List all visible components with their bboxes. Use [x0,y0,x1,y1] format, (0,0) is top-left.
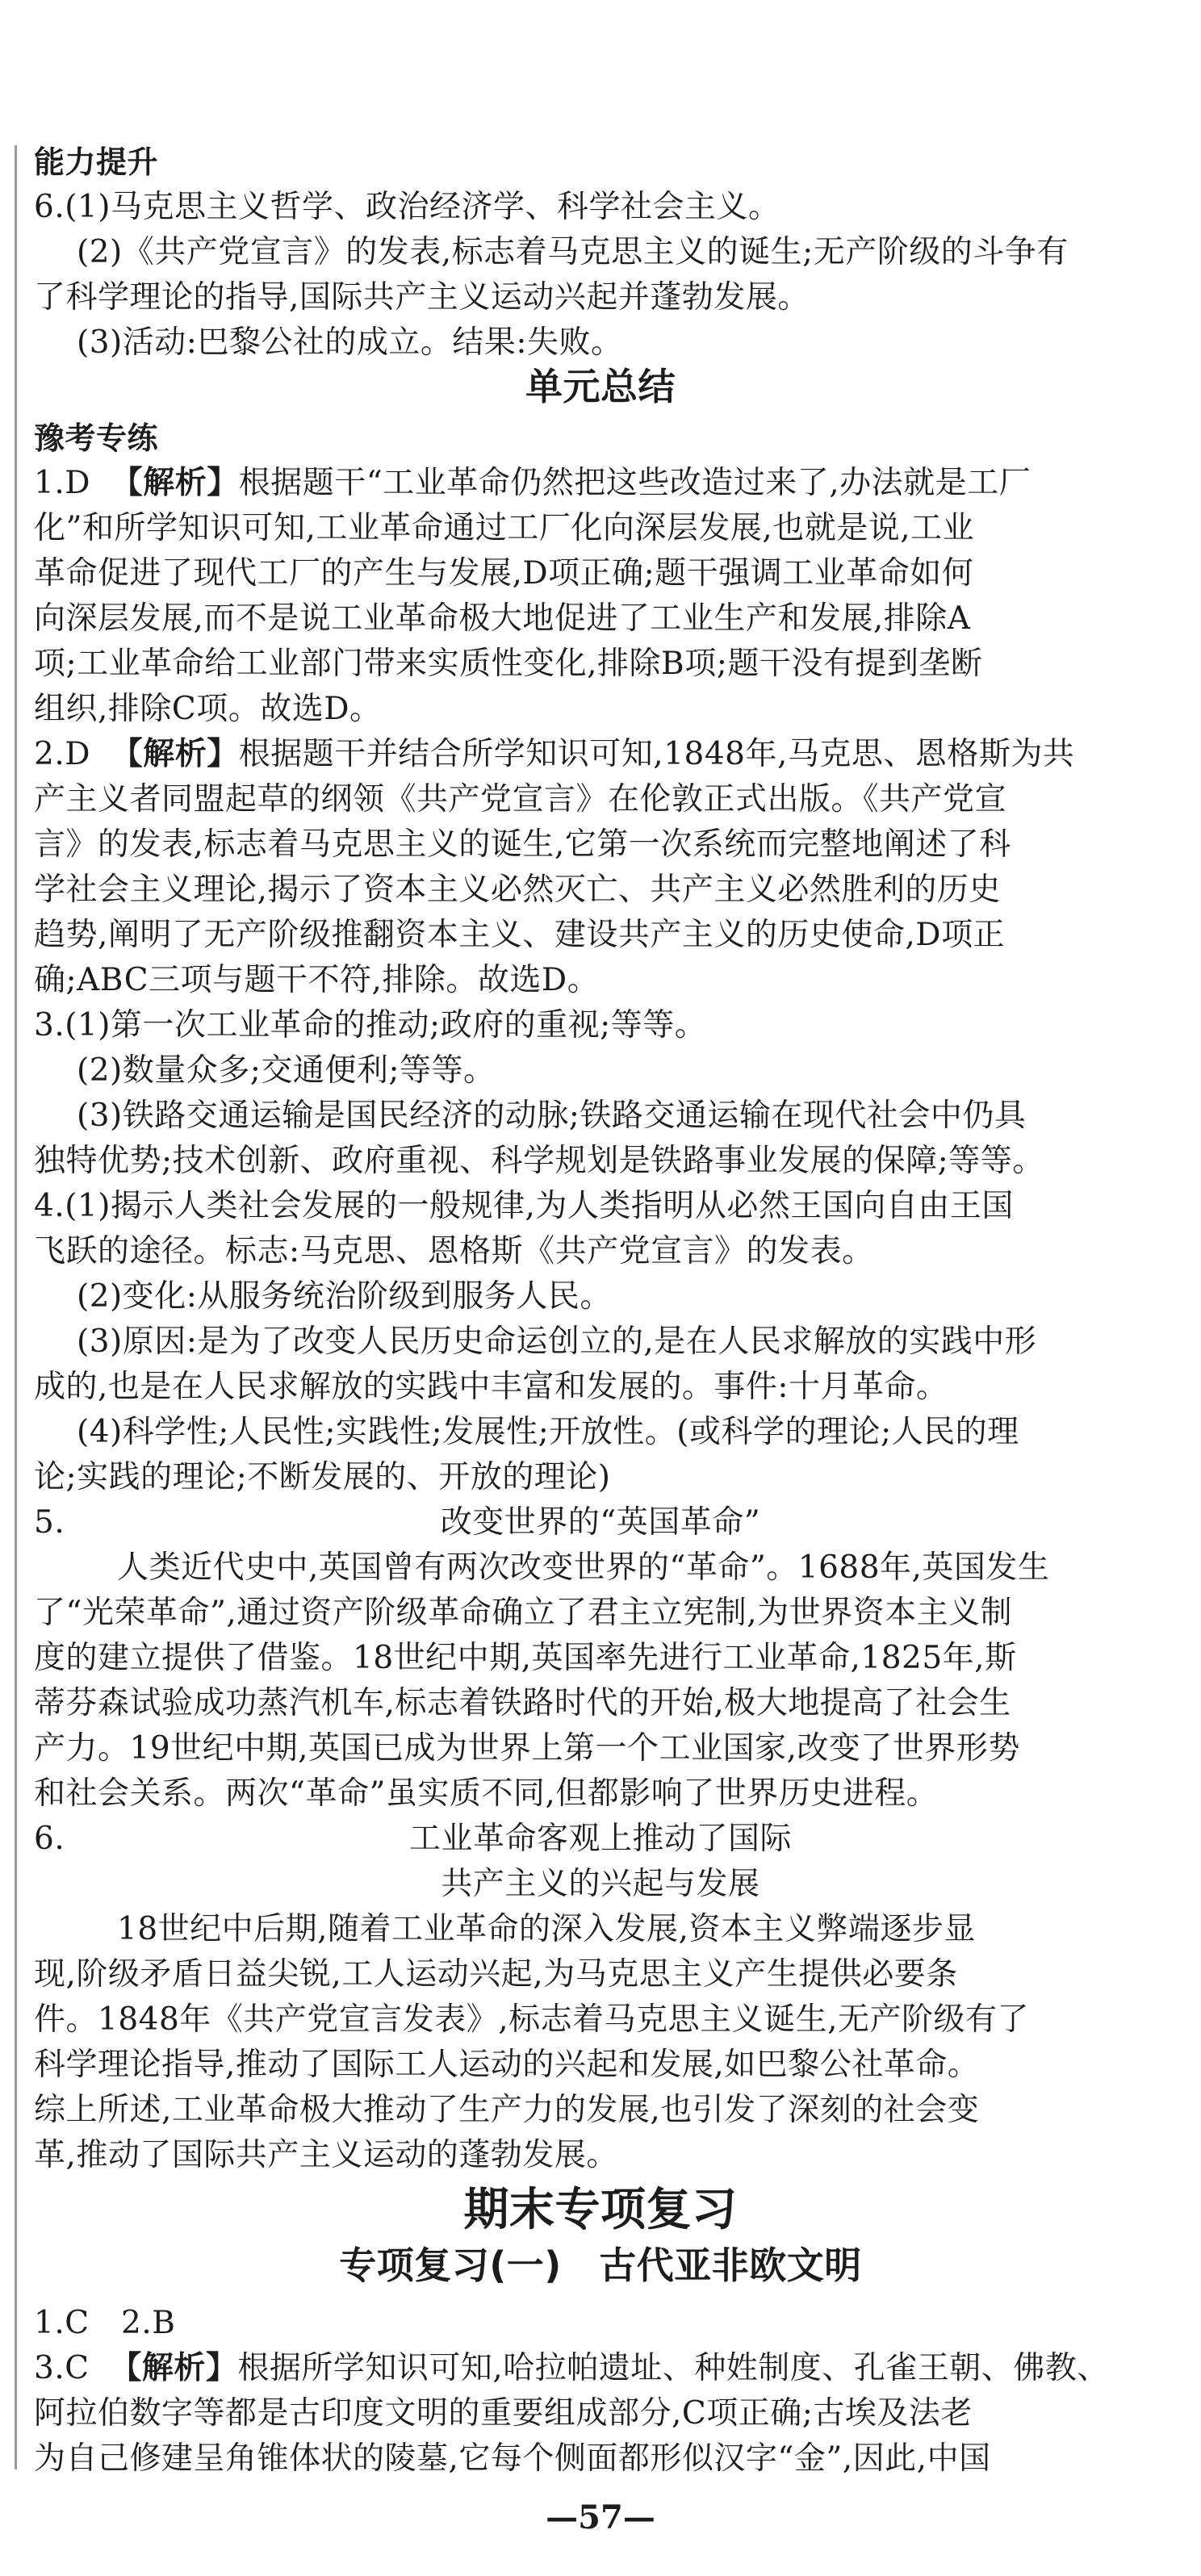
text-line: 革命促进了现代工厂的产生与发展,D项正确;题干强调工业革命如何 [34,555,974,592]
page-number: —57— [546,2499,655,2536]
text-line: 了“光荣革命”,通过资产阶级革命确立了君主立宪制,为世界资本主义制 [34,1595,1013,1631]
heading-final-review: 期末专项复习 [463,2184,738,2236]
text-line: 项;工业革命给工业部门带来实质性变化,排除B项;题干没有提到垄断 [34,646,983,682]
answer-line [34,733,1083,776]
answer-number: 2.D [34,736,90,772]
text-line: (3)铁路交通运输是国民经济的动脉;铁路交通运输在现代社会中仍具 [77,1098,1027,1134]
text-line: 言》的发表,标志着马克思主义的诞生,它第一次系统而完整地阐述了科 [34,826,1011,863]
answer-number: 3.C [34,2350,90,2386]
section-heading-nengli: 能力提升 [34,144,159,180]
text-line: 了科学理论的指导,国际共产主义运动兴起并蓬勃发展。 [34,279,810,316]
text-line: 趋势,阐明了无产阶级推翻资本主义、建设共产主义的历史使命,D项正 [34,917,1006,953]
text-line: (4)科学性;人民性;实践性;发展性;开放性。(或科学的理论;人民的理 [77,1414,1019,1450]
answer-number: 1.D [34,465,90,501]
answer-text: 根据所学知识可知,哈拉帕遗址、种姓制度、孔雀王朝、佛教、 [237,2350,1109,2386]
text-line: 4.(1)揭示人类社会发展的一般规律,为人类指明从必然王国向自由王国 [34,1188,1014,1224]
text-line: 学社会主义理论,揭示了资本主义必然灭亡、共产主义必然胜利的历史 [34,872,1001,908]
heading-special-review: 专项复习(一) 古代亚非欧文明 [339,2244,862,2287]
text-line: 综上所述,工业革命极大推动了生产力的发展,也引发了深刻的社会变 [34,2092,980,2128]
text-line: 度的建立提供了借鉴。18世纪中期,英国率先进行工业革命,1825年,斯 [34,1640,1017,1676]
answer-text: 根据题干并结合所学知识可知,1848年,马克思、恩格斯为共 [238,736,1075,772]
analysis-tag: 【解析】 [111,736,239,772]
text-line: 产主义者同盟起草的纲领《共产党宣言》在伦敦正式出版。《共产党宣 [34,781,1007,818]
essay-title: 改变世界的“英国革命” [440,1504,761,1541]
text-line: 阿拉伯数字等都是古印度文明的重要组成部分,C项正确;古埃及法老 [34,2395,973,2432]
text-line: 化”和所学知识可知,工业革命通过工厂化向深层发展,也就是说,工业 [34,510,975,546]
text-line: 组织,排除C项。故选D。 [34,691,382,727]
text-line: 3.(1)第一次工业革命的推动;政府的重视;等等。 [34,1007,707,1043]
essay-title: 工业革命客观上推动了国际 [408,1821,792,1857]
text-line: 件。1848年《共产党宣言发表》,标志着马克思主义诞生,无产阶级有了 [34,2001,1030,2038]
text-line: 为自己修建呈角锥体状的陵墓,它每个侧面都形似汉字“金”,因此,中国 [34,2440,991,2477]
text-line: 成的,也是在人民求解放的实践中丰富和发展的。事件:十月革命。 [34,1369,948,1405]
question-number: 6. [34,1821,65,1857]
text-line: 飞跃的途径。标志:马克思、恩格斯《共产党宣言》的发表。 [34,1233,874,1269]
text-line: 论;实践的理论;不断发展的、开放的理论) [34,1459,611,1495]
text-line: 6.(1)马克思主义哲学、政治经济学、科学社会主义。 [34,189,780,225]
text-line: (2)变化:从服务统治阶级到服务人民。 [77,1278,612,1315]
analysis-tag: 【解析】 [111,465,239,501]
text-line: 人类近代史中,英国曾有两次改变世界的“革命”。1688年,英国发生 [117,1549,1050,1586]
text-line: 和社会关系。两次“革命”虽实质不同,但都影响了世界历史进程。 [34,1775,939,1812]
text-line: 18世纪中后期,随着工业革命的深入发展,资本主义弊端逐步显 [117,1911,976,1947]
text-line: 确;ABC三项与题干不符,排除。故选D。 [34,962,600,998]
analysis-tag: 【解析】 [110,2350,238,2386]
answer-text: 根据题干“工业革命仍然把这些改造过来了,办法就是工厂 [238,465,1032,501]
text-line: 蒂芬森试验成功蒸汽机车,标志着铁路时代的开始,极大地提高了社会生 [34,1685,1011,1721]
text-line: 现,阶级矛盾日益尖锐,工人运动兴起,为马克思主义产生提供必要条 [34,1956,958,1993]
essay-title-cont: 共产主义的兴起与发展 [441,1866,760,1902]
section-heading-yukao: 豫考专练 [34,420,159,456]
text-line: 1.C 2.B [34,2305,176,2341]
text-line: 向深层发展,而不是说工业革命极大地促进了工业生产和发展,排除A [34,600,971,637]
text-line: 科学理论指导,推动了国际工人运动的兴起和发展,如巴黎公社革命。 [34,2047,980,2083]
answer-line [34,462,1083,505]
text-line: 独特优势;技术创新、政府重视、科学规划是铁路事业发展的保障;等等。 [34,1143,1044,1179]
text-line: 产力。19世纪中期,英国已成为世界上第一个工业国家,改变了世界形势 [34,1730,1020,1767]
heading-unit-summary: 单元总结 [525,365,676,408]
text-line: (2)数量众多;交通便利;等等。 [77,1052,496,1089]
margin-rule [15,145,17,2469]
text-line: (3)原因:是为了改变人民历史命运创立的,是在人民求解放的实践中形 [77,1324,1037,1360]
question-number: 5. [34,1504,65,1541]
text-line: (2)《共产党宣言》的发表,标志着马克思主义的诞生;无产阶级的斗争有 [77,234,1069,270]
text-line: (3)活动:巴黎公社的成立。结果:失败。 [77,324,623,361]
text-line: 革,推动了国际共产主义运动的蓬勃发展。 [34,2137,618,2173]
answer-line [34,2347,1109,2390]
